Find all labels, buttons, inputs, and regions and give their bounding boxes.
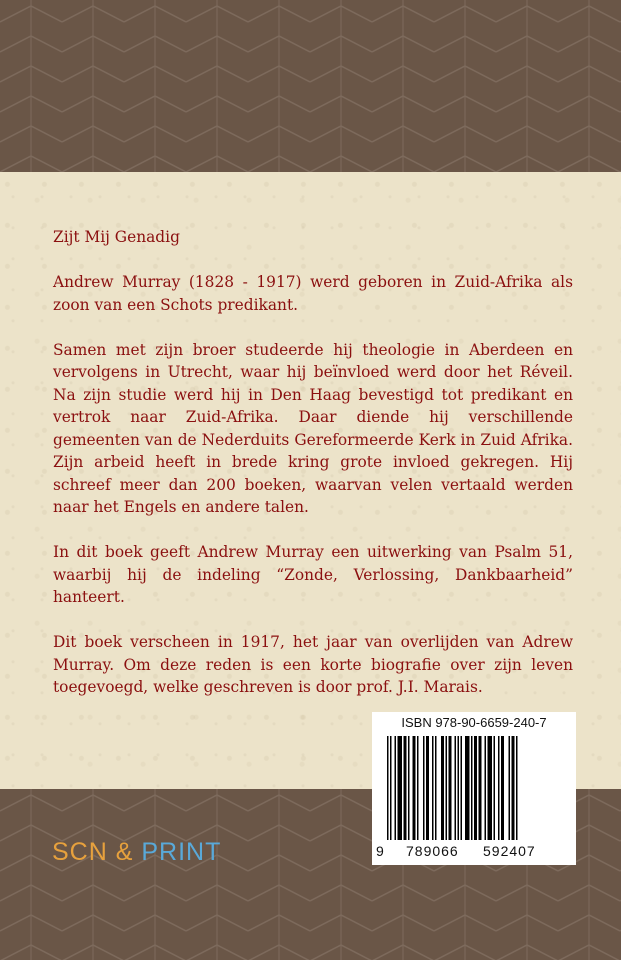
barcode-digit-first: 9 [376,843,384,859]
publisher-logo [52,838,221,867]
isbn-barcode [372,712,576,865]
top-pattern-band [0,0,621,172]
isbn-label: ISBN 978-90-6659-240-7 [401,715,547,730]
paragraph-author-intro: Andrew Murray (1828 - 1917) werd geboren in Zuid-Afrika als zoon van een Schots predikant. [53,273,573,314]
book-title: Zijt Mij Genadig [53,228,180,246]
paragraph-book-contents: In dit boek geeft Andrew Murray een uitwerking van Psalm 51, waarbij hij de indeling “Zonde, Verlossing, Dankbaarheid” hanteert. [53,543,573,606]
paragraph-biography: Samen met zijn broer studeerde hij theologie in Aberdeen en vervolgens in Utrecht, waar hij beïnvloed werd door het Réveil. Na zijn studie werd hij in Den Haag bevestigd tot predikant en vertrok naar Zuid-Afrika. Daar diende hij verschillende gemeenten van de Nederduits Gereformeerde Kerk in Zuid Afrika. Zijn arbeid heeft in brede kring grote invloed gekregen. Hij schreef meer dan 200 boeken, waarvan velen vertaald werden naar het Engels en andere talen. [53,340,573,516]
logo-part-middle: N & [88,838,142,866]
paragraph-publication: Dit boek verscheen in 1917, het jaar van overlijden van Adrew Murray. Om deze reden is een korte biografie over zijn leven toegevoegd, welke geschreven is door prof. J.I. Marais. [53,633,573,696]
back-cover-text [53,226,573,721]
chevron-pattern [0,0,621,172]
logo-part-scan: SC [52,838,89,866]
barcode-digits-left: 789066 [406,843,459,859]
barcode-digits-right: 592407 [483,843,536,859]
logo-part-print: PRINT [141,838,222,866]
barcode-bars [379,736,569,848]
